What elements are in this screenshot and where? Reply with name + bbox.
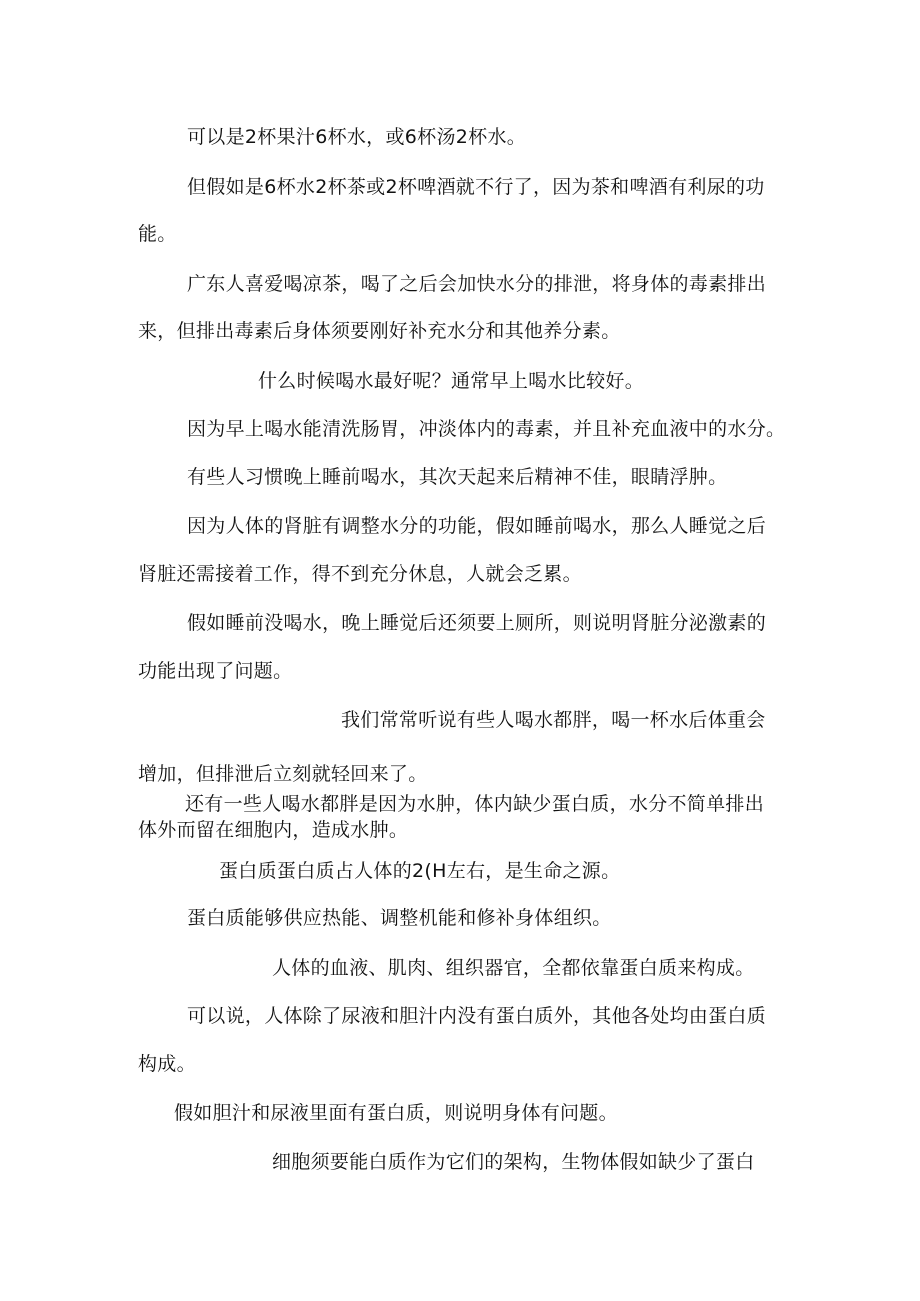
paragraph-line: 体外而留在细胞内，造成水肿。	[138, 819, 409, 841]
paragraph-line: 因为人体的肾脏有调整水分的功能，假如睡前喝水，那么人睡觉之后	[187, 515, 767, 537]
paragraph-line: 有些人习惯晚上睡前喝水，其次天起来后精神不佳，眼睛浮肿。	[187, 466, 728, 488]
paragraph-line: 蛋白质能够供应热能、调整机能和修补身体组织。	[187, 907, 612, 929]
paragraph-line: 细胞须要能白质作为它们的架构，生物体假如缺少了蛋白	[272, 1151, 755, 1173]
paragraph-line: 功能出现了问题。	[138, 660, 293, 682]
paragraph-line: 肾脏还需接着工作，得不到充分休息，人就会乏累。	[138, 563, 582, 585]
paragraph-line: 我们常常听说有些人喝水都胖，喝一杯水后体重会	[341, 709, 766, 731]
paragraph-line: 蛋白质蛋白质占人体的2(H左右，是生命之源。	[219, 860, 621, 882]
paragraph-line: 人体的血液、肌肉、组织器官，全都依靠蛋白质来构成。	[272, 957, 755, 979]
paragraph-line: 能。	[138, 223, 177, 245]
paragraph-line: 来，但排出毒素后身体须要刚好补充水分和其他养分素。	[138, 320, 621, 342]
paragraph-line: 还有一些人喝水都胖是因为水肿，体内缺少蛋白质，水分不简单排出	[185, 793, 765, 815]
paragraph-line: 假如睡前没喝水，晚上睡觉后还须要上厕所，则说明肾脏分泌激素的	[187, 612, 767, 634]
paragraph-line: 什么时候喝水最好呢？通常早上喝水比较好。	[258, 370, 645, 392]
paragraph-line: 可以是2杯果汁6杯水，或6杯汤2杯水。	[187, 126, 527, 148]
paragraph-line: 因为早上喝水能清洗肠胃，冲淡体内的毒素，并且补充血液中的水分。	[187, 418, 786, 440]
paragraph-line: 可以说，人体除了尿液和胆汁内没有蛋白质外，其他各处均由蛋白质	[187, 1005, 767, 1027]
paragraph-line: 构成。	[138, 1053, 196, 1075]
paragraph-line: 但假如是6杯水2杯茶或2杯啤酒就不行了，因为茶和啤酒有利尿的功	[187, 176, 765, 198]
paragraph-line: 广东人喜爱喝凉茶，喝了之后会加快水分的排泄，将身体的毒素排出	[187, 273, 767, 295]
paragraph-line: 假如胆汁和尿液里面有蛋白质，则说明身体有问题。	[174, 1102, 618, 1124]
paragraph-line: 增加，但排泄后立刻就轻回来了。	[138, 763, 428, 785]
